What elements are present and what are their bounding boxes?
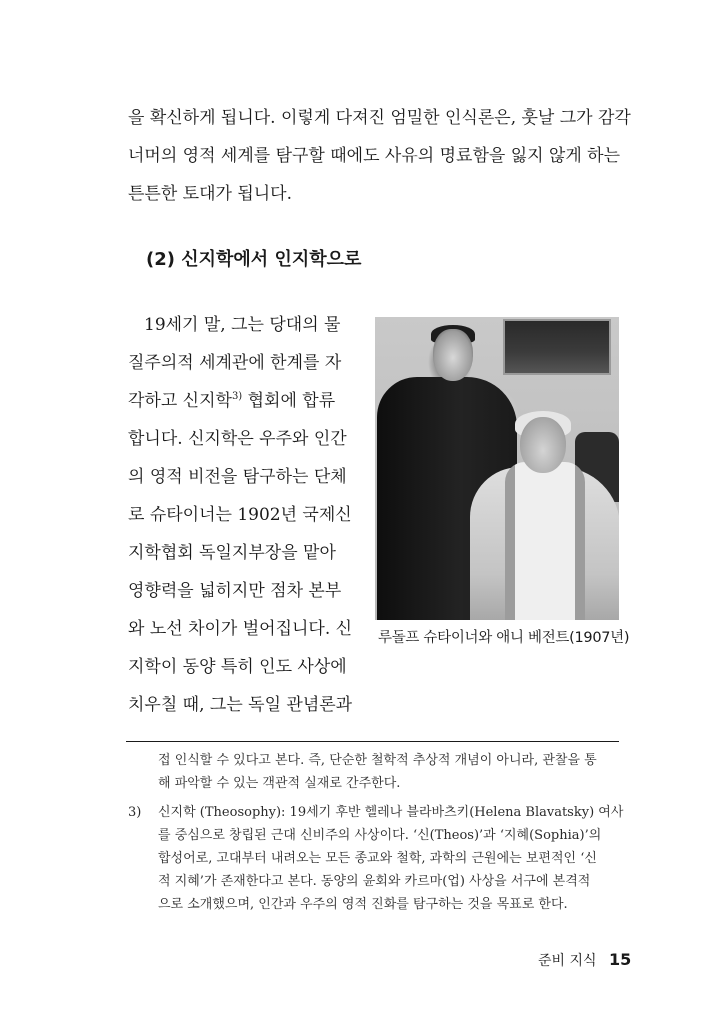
section-heading: (2) 신지학에서 인지학으로 (146, 249, 362, 270)
woman-shawl (505, 462, 585, 620)
woman-face (520, 417, 566, 473)
footnote-continued-line: 해 파악할 수 있는 객관적 실재로 간주한다. (158, 776, 401, 791)
footnote-line: 를 중심으로 창립된 근대 신비주의 사상이다. ‘신(Theos)’과 ‘지혜(Sophia)’의 (158, 828, 602, 843)
portrait-photo (375, 317, 619, 620)
wall-painting (503, 319, 611, 375)
intro-line: 을 확신하게 됩니다. 이렇게 다져진 엄밀한 인식론은, 훗날 그가 감각 (128, 108, 631, 128)
man-face (433, 329, 473, 381)
footnote-text: 신지학 (Theosophy): 19세기 후반 헬레나 블라바츠키(Helena Blavatsky) 여사 (158, 805, 624, 820)
intro-line: 너머의 영적 세계를 탐구할 때에도 사유의 명료함을 잃지 않게 하는 (128, 146, 621, 166)
paragraph-text: 협회에 합류 (242, 391, 336, 411)
paragraph-line: 치우칠 때, 그는 독일 관념론과 (128, 695, 353, 715)
paragraph-line-with-footnote (128, 382, 358, 420)
intro-paragraph (128, 99, 631, 213)
paragraph-line: 영향력을 넓히지만 점차 본부 (128, 581, 342, 601)
paragraph-line: 질주의적 세계관에 한계를 자 (128, 353, 342, 373)
footnote-continued-line: 접 인식할 수 있다고 본다. 즉, 단순한 철학적 추상적 개념이 아니라, 관찰을 통 (158, 753, 597, 768)
page-footer (538, 949, 631, 972)
footnote-number: 3) (128, 805, 142, 820)
paragraph-line: 19세기 말, 그는 당대의 물 (144, 315, 341, 335)
intro-line: 튼튼한 토대가 됩니다. (128, 184, 293, 204)
footnote-item (128, 801, 622, 824)
paragraph-text: 각하고 신지학 (128, 391, 232, 411)
column-paragraph (128, 306, 358, 724)
paragraph-line: 지학협회 독일지부장을 맡아 (128, 543, 336, 563)
figure-caption: 루돌프 슈타이너와 애니 베전트(1907년) (378, 630, 630, 646)
footer-section-label: 준비 지식 (538, 953, 597, 969)
footnote-line: 적 지혜’가 존재한다고 본다. 동양의 윤회와 카르마(업) 사상을 서구에 본격적 (158, 874, 591, 889)
paragraph-line: 지학이 동양 특히 인도 사상에 (128, 657, 347, 677)
paragraph-line: 의 영적 비전을 탐구하는 단체 (128, 467, 347, 487)
footnote-line: 합성어로, 고대부터 내려오는 모든 종교와 철학, 과학의 근원에는 보편적인 ‘신 (158, 851, 597, 866)
footnote-divider (126, 741, 619, 742)
footnote-line: 으로 소개했으며, 인간과 우주의 영적 진화를 탐구하는 것을 목표로 한다. (158, 897, 568, 912)
paragraph-line: 로 슈타이너는 1902년 국제신 (128, 505, 352, 525)
paragraph-line: 와 노선 차이가 벌어집니다. 신 (128, 619, 353, 639)
page-number: 15 (609, 950, 632, 969)
footnotes (128, 749, 622, 916)
paragraph-line: 합니다. 신지학은 우주와 인간 (128, 429, 347, 449)
footnote-reference[interactable]: 3) (231, 391, 243, 402)
